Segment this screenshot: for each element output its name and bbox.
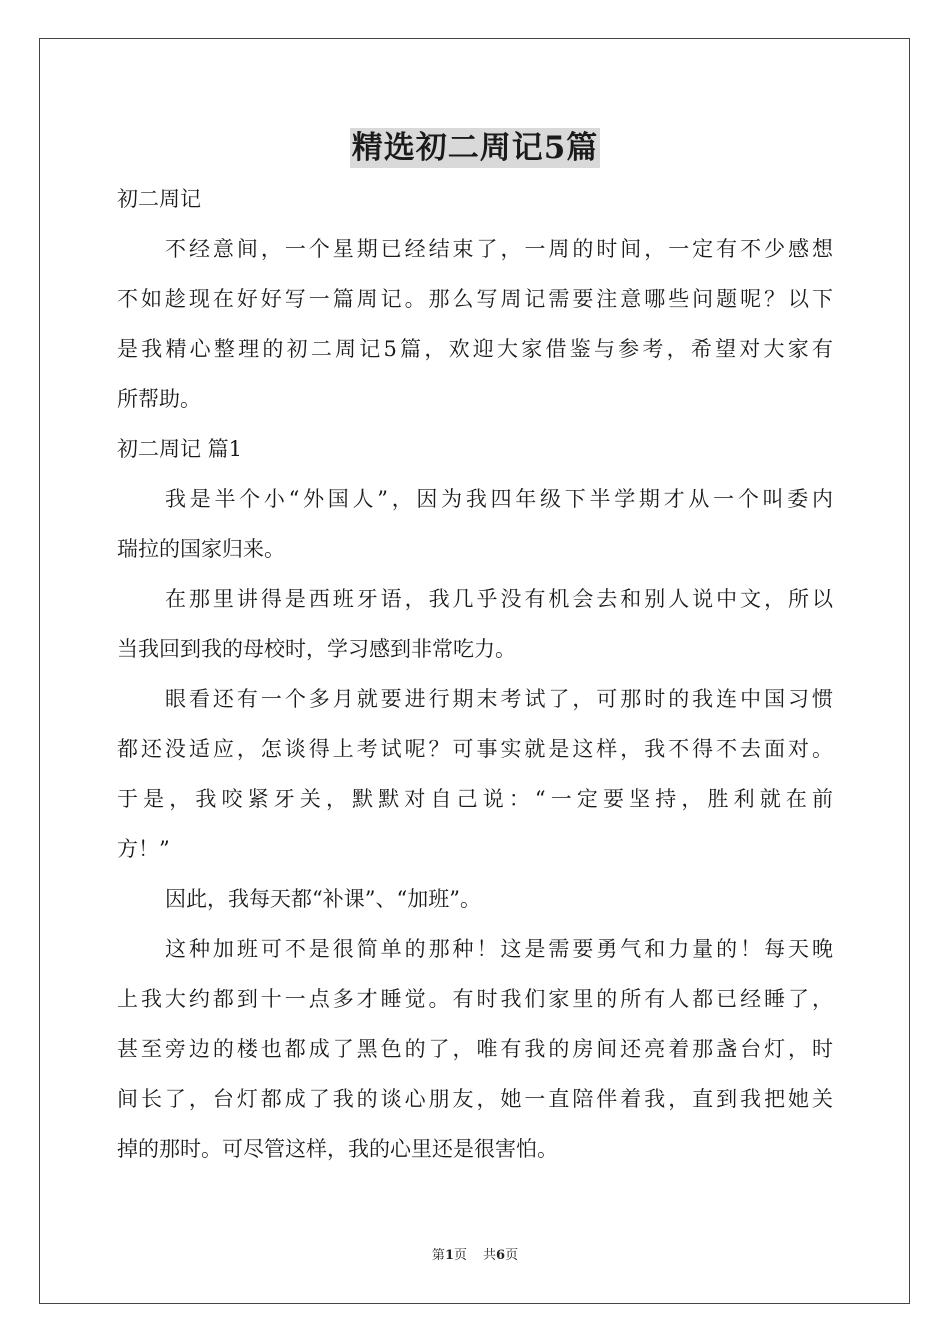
- text-line: 甚至旁边的楼也都成了黑色的了，唯有我的房间还亮着那盏台灯，时: [117, 1037, 833, 1061]
- footer-total-prefix: 共: [483, 1248, 497, 1263]
- text-line: 因此，我每天都“补课”、“加班”。: [165, 887, 481, 911]
- text-line: 瑞拉的国家归来。: [117, 537, 285, 561]
- page-footer: [0, 1247, 950, 1265]
- text-line: 我是半个小“外国人”，因为我四年级下半学期才从一个叫委内: [165, 487, 833, 511]
- text-line: 眼看还有一个多月就要进行期末考试了，可那时的我连中国习惯: [165, 687, 833, 711]
- text-line: 当我回到我的母校时，学习感到非常吃力。: [117, 637, 516, 661]
- text-line: 初二周记: [117, 187, 201, 211]
- text-line: 这种加班可不是很简单的那种！这是需要勇气和力量的！每天晚: [165, 937, 833, 961]
- text-line: 方！”: [117, 837, 170, 861]
- footer-total-pages: 6: [496, 1248, 506, 1263]
- text-line: 是我精心整理的初二周记5篇，欢迎大家借鉴与参考，希望对大家有: [117, 337, 833, 361]
- text-line: 在那里讲得是西班牙语，我几乎没有机会去和别人说中文，所以: [165, 587, 833, 611]
- text-line: 掉的那时。可尽管这样，我的心里还是很害怕。: [117, 1137, 558, 1161]
- text-line: 于是，我咬紧牙关，默默对自己说：“一定要坚持，胜利就在前: [117, 787, 833, 811]
- title-container: [0, 128, 950, 168]
- text-line: 初二周记 篇1: [117, 437, 243, 461]
- footer-current-page: 1: [444, 1248, 454, 1263]
- text-line: 间长了，台灯都成了我的谈心朋友，她一直陪伴着我，直到我把她关: [117, 1087, 833, 1111]
- document-body: [117, 174, 833, 1174]
- footer-page-suffix: 页: [453, 1248, 467, 1263]
- text-line: 上我大约都到十一点多才睡觉。有时我们家里的所有人都已经睡了，: [117, 987, 833, 1011]
- text-line: 不如趁现在好好写一篇周记。那么写周记需要注意哪些问题呢？以下: [117, 287, 833, 311]
- text-line: 不经意间，一个星期已经结束了，一周的时间，一定有不少感想: [165, 237, 833, 261]
- footer-total-suffix: 页: [505, 1248, 519, 1263]
- text-line: 所帮助。: [117, 387, 201, 411]
- footer-prefix: 第: [431, 1248, 445, 1263]
- document-title: 精选初二周记5篇: [351, 130, 599, 166]
- text-line: 都还没适应，怎谈得上考试呢？可事实就是这样，我不得不去面对。: [117, 737, 833, 761]
